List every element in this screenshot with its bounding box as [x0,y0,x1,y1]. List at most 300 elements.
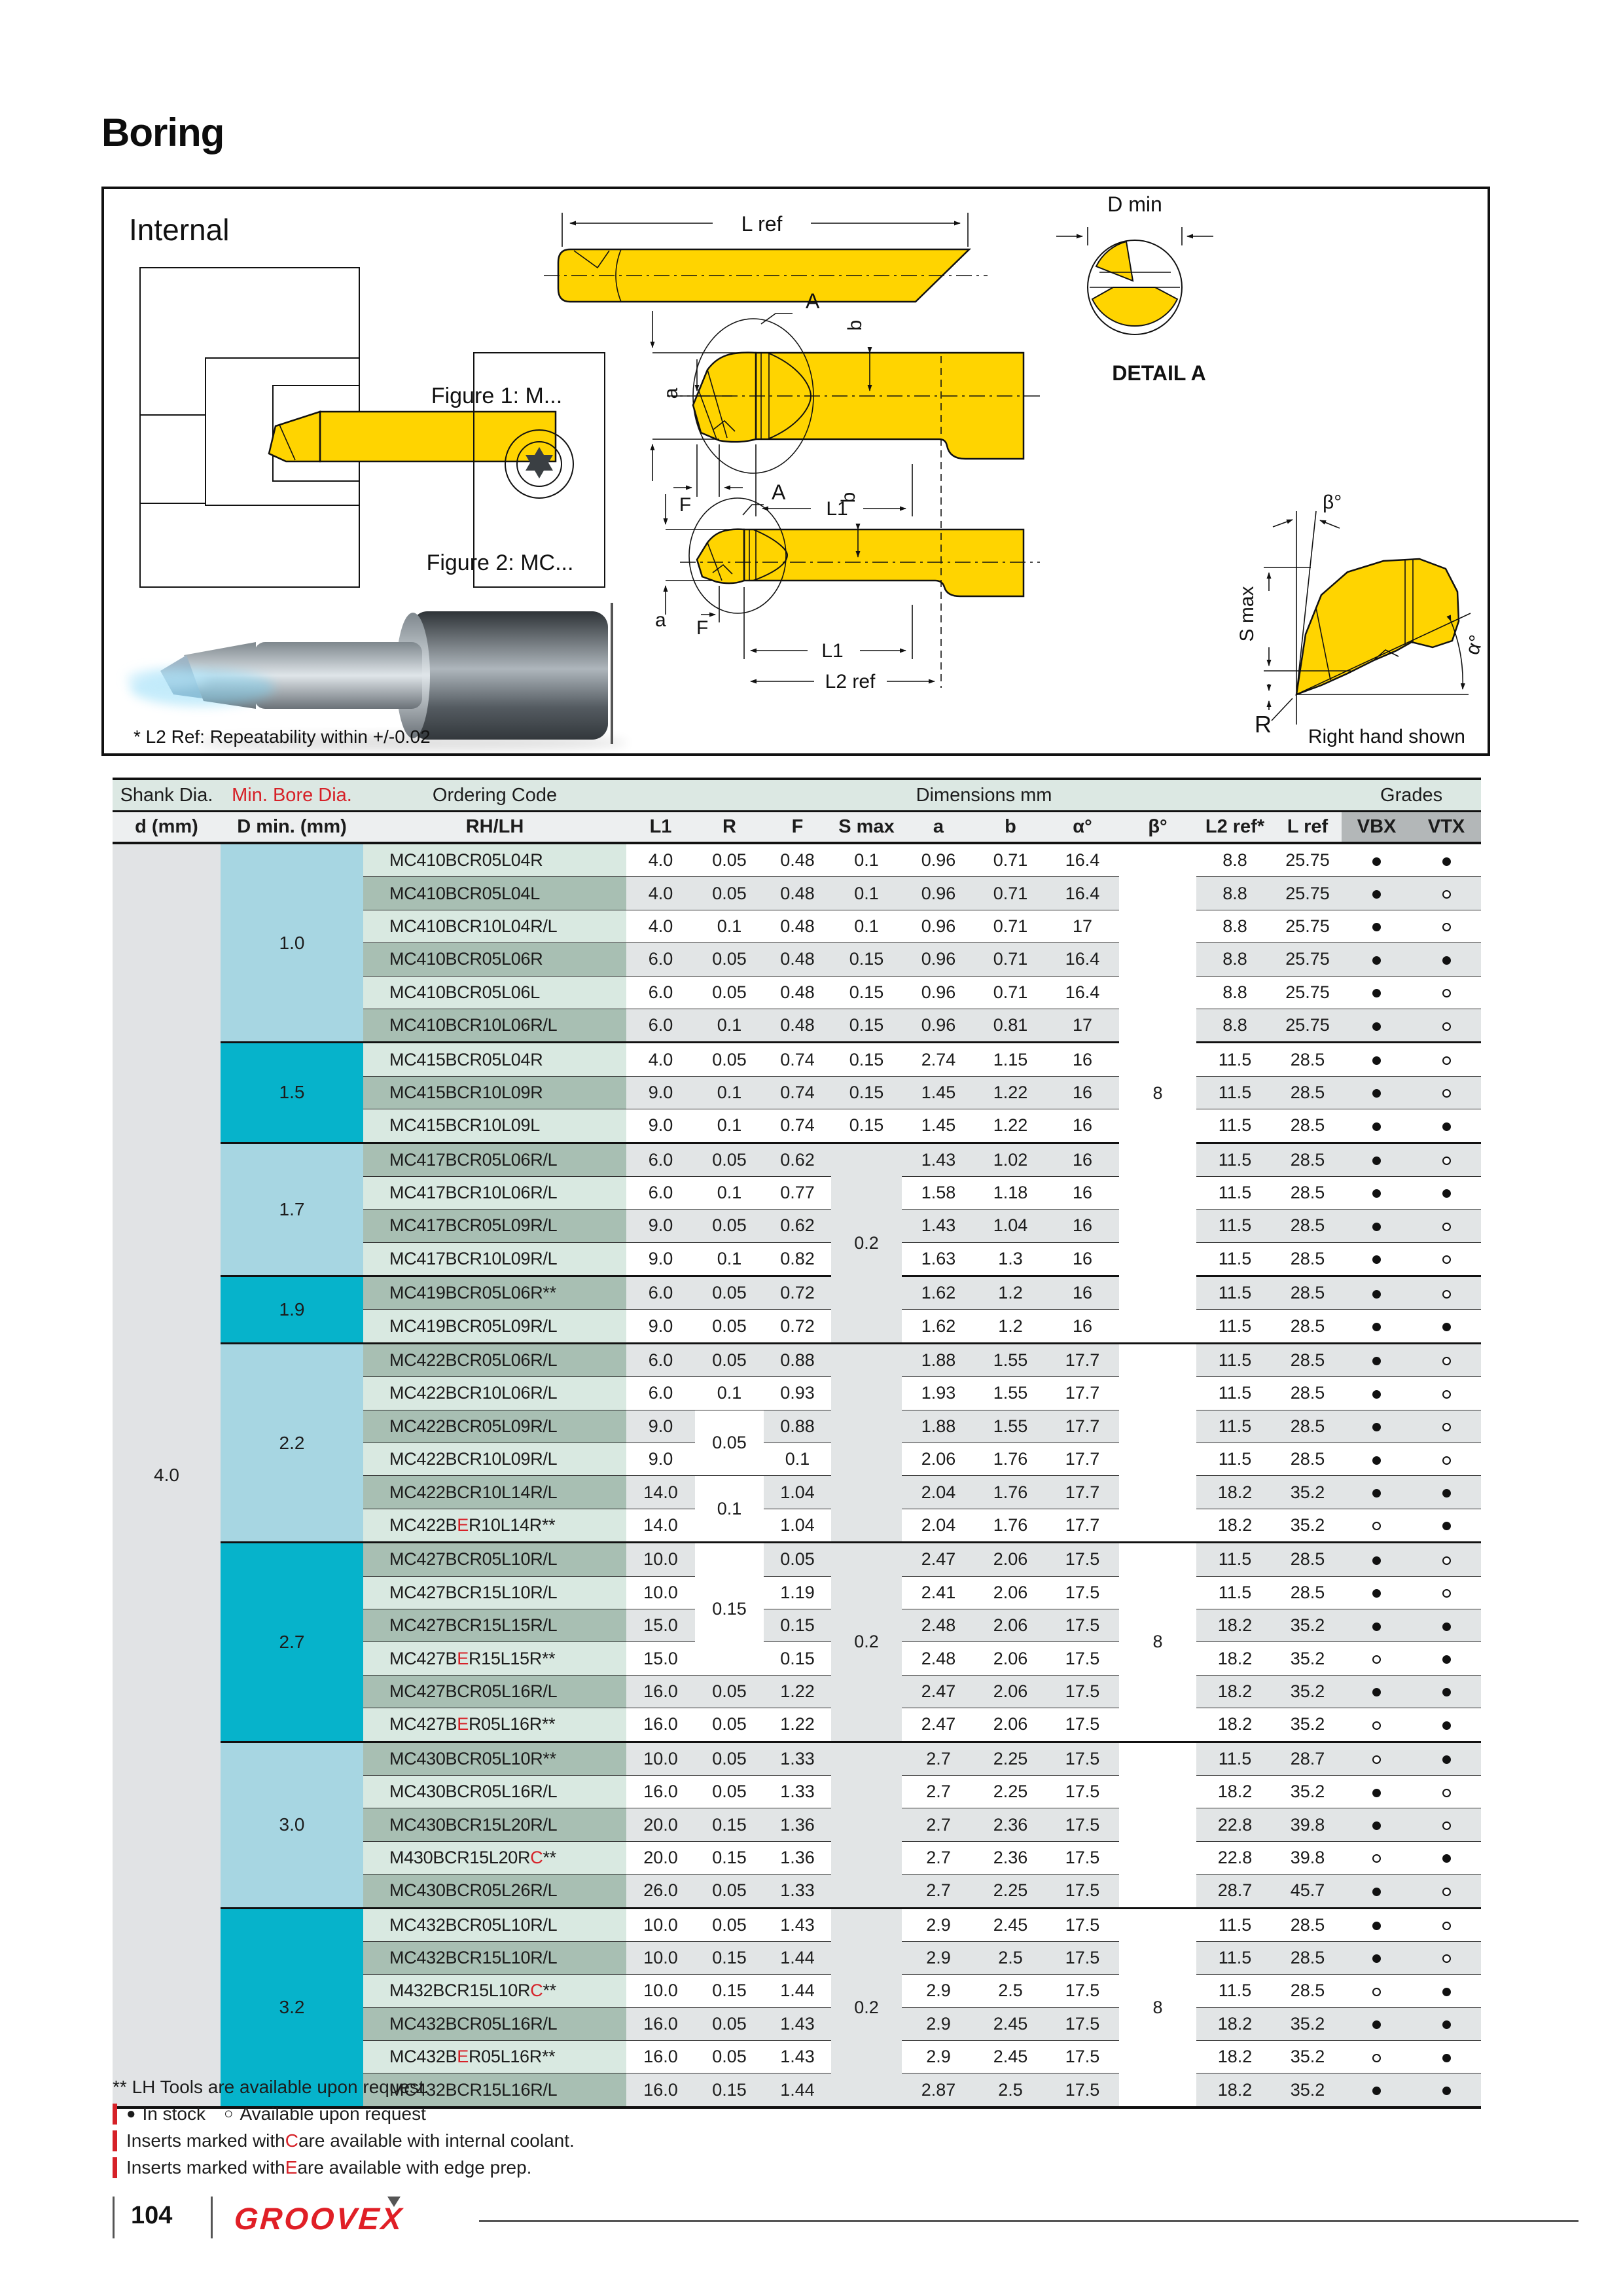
table-row [113,1143,1481,1176]
cell-smax: 0.1 [831,843,902,877]
cell-l1: 4.0 [626,877,695,910]
cell-lref: 28.5 [1274,1242,1342,1276]
cell-l2ref: 11.5 [1196,1210,1274,1242]
cell-f: 1.44 [764,2073,831,2108]
footnotes [113,2073,575,2181]
cell-f: 1.43 [764,2041,831,2073]
cell-lref: 35.2 [1274,2073,1342,2108]
cell-l2ref: 11.5 [1196,1176,1274,1209]
grade-vbx [1342,1742,1412,1775]
cell-b: 1.2 [975,1276,1046,1310]
filled-dot-icon [1372,1623,1381,1631]
cell-f: 1.33 [764,1742,831,1775]
cell-f: 0.74 [764,1043,831,1076]
smax-label: S max [1236,586,1258,642]
lref-label: L ref [741,212,783,236]
grade-vbx [1342,1941,1412,1974]
cell-f: 0.48 [764,976,831,1009]
cell-f: 0.74 [764,1109,831,1143]
cell-l1: 26.0 [626,1874,695,1908]
cell-a: 1.62 [902,1310,975,1343]
ordering-code: MC410BCR05L04R [363,843,626,877]
open-dot-icon [1442,923,1451,931]
cell-l2ref: 18.2 [1196,1609,1274,1641]
col-dimensions: Dimensions mm [626,779,1342,812]
detail-a-title: DETAIL A [1112,361,1206,385]
cell-a: 1.62 [902,1276,975,1310]
cell-f: 1.43 [764,1908,831,1941]
cell-r: 0.15 [695,1841,764,1874]
cell-alpha: 17.7 [1046,1343,1119,1376]
filled-dot-icon [1442,1988,1451,1996]
cell-f: 0.48 [764,910,831,942]
filled-dot-icon [1372,1223,1381,1231]
grade-vbx [1342,1675,1412,1708]
cell-lref: 25.75 [1274,910,1342,942]
cell-f: 1.22 [764,1675,831,1708]
cell-lref: 39.8 [1274,1808,1342,1841]
cell-alpha: 16 [1046,1310,1119,1343]
cell-a: 2.9 [902,1908,975,1941]
grade-vtx [1412,1076,1481,1109]
cell-b: 1.22 [975,1076,1046,1109]
cell-alpha: 17.7 [1046,1410,1119,1443]
cell-r: 0.05 [695,1276,764,1310]
cell-lref: 28.5 [1274,1576,1342,1609]
cell-l2ref: 22.8 [1196,1841,1274,1874]
cell-r: 0.05 [695,1908,764,1941]
footnote-stock-legend: ● In stock ○ Available upon request [113,2100,575,2127]
cell-f: 1.43 [764,2007,831,2040]
open-dot-icon [1442,1456,1451,1465]
cell-lref: 25.75 [1274,877,1342,910]
table-row [113,843,1481,877]
cell-b: 2.5 [975,1941,1046,1974]
cell-alpha: 17.5 [1046,1975,1119,2007]
cell-r: 0.1 [695,1109,764,1143]
cell-l1: 6.0 [626,1143,695,1176]
cell-l2ref: 8.8 [1196,976,1274,1009]
cell-alpha: 17.5 [1046,2007,1119,2040]
header-row-1 [113,779,1481,812]
grade-vbx [1342,1808,1412,1841]
cell-f: 0.15 [764,1642,831,1675]
cell-beta: 8 [1119,1908,1196,2108]
cell-l1: 16.0 [626,1775,695,1808]
cell-r: 0.05 [695,976,764,1009]
cell-r: 0.05 [695,2041,764,2073]
cell-l2ref: 8.8 [1196,877,1274,910]
cell-b: 2.06 [975,1576,1046,1609]
min-bore-dia-cell: 3.0 [221,1742,363,1908]
filled-dot-icon [1442,1189,1451,1198]
cell-a: 2.06 [902,1443,975,1476]
cell-a: 2.04 [902,1476,975,1509]
cell-b: 2.45 [975,2007,1046,2040]
cell-f: 0.48 [764,1009,831,1042]
open-dot-icon [1442,1290,1451,1299]
cell-alpha: 16 [1046,1176,1119,1209]
cell-a: 1.58 [902,1176,975,1209]
cell-b: 1.18 [975,1176,1046,1209]
cell-r: 0.05 [695,1410,764,1476]
grade-vtx [1412,843,1481,877]
cell-lref: 28.5 [1274,1210,1342,1242]
grade-vbx [1342,1242,1412,1276]
open-dot-icon [1372,1854,1381,1863]
grade-vbx [1342,1310,1412,1343]
grade-vtx [1412,2073,1481,2108]
filled-dot-icon: ● [126,2104,136,2123]
cell-l2ref: 18.2 [1196,1675,1274,1708]
cell-b: 1.76 [975,1509,1046,1542]
cell-lref: 28.5 [1274,1109,1342,1143]
open-dot-icon [1442,1056,1451,1065]
cell-l2ref: 18.2 [1196,1642,1274,1675]
col-r: R [695,812,764,844]
cell-lref: 35.2 [1274,2041,1342,2073]
cell-r: 0.05 [695,1310,764,1343]
cell-alpha: 16 [1046,1210,1119,1242]
ordering-code: M430BCR15L20RC** [363,1841,626,1874]
cell-l1: 9.0 [626,1310,695,1343]
ordering-code: MC417BCR10L06R/L [363,1176,626,1209]
cell-f: 1.04 [764,1509,831,1542]
cell-f: 1.36 [764,1808,831,1841]
grade-vtx [1412,1543,1481,1576]
cell-lref: 28.5 [1274,1410,1342,1443]
cell-alpha: 17 [1046,1009,1119,1042]
cell-smax: 0.1 [831,877,902,910]
cell-alpha: 17.7 [1046,1377,1119,1410]
cell-f: 1.04 [764,1476,831,1509]
cell-alpha: 17.5 [1046,1841,1119,1874]
grade-vtx [1412,943,1481,976]
grade-vtx [1412,1310,1481,1343]
cell-smax: 0.2 [831,1143,902,1343]
cell-r: 0.1 [695,910,764,942]
open-dot-icon [1442,890,1451,899]
cell-a: 2.7 [902,1775,975,1808]
cell-b: 2.25 [975,1742,1046,1775]
grade-vbx [1342,1043,1412,1076]
ordering-code: MC410BCR10L06R/L [363,1009,626,1042]
cell-a: 0.96 [902,843,975,877]
grade-vbx [1342,1476,1412,1509]
dim-l2ref-2-label: L2 ref [825,671,876,692]
filled-dot-icon [1442,1122,1451,1131]
filled-dot-icon [1372,1789,1381,1797]
grade-vtx [1412,1443,1481,1476]
cell-l1: 6.0 [626,1377,695,1410]
cell-l1: 16.0 [626,1675,695,1708]
grade-vtx [1412,1476,1481,1509]
ordering-code: MC427BCR15L15R/L [363,1609,626,1641]
cell-a: 1.88 [902,1343,975,1376]
cell-b: 2.06 [975,1543,1046,1576]
cell-l1: 10.0 [626,1543,695,1576]
cell-b: 0.71 [975,910,1046,942]
grade-vtx [1412,1509,1481,1542]
filled-dot-icon [1442,2087,1451,2095]
filled-dot-icon [1372,1323,1381,1331]
cell-f: 0.82 [764,1242,831,1276]
cell-r: 0.05 [695,1675,764,1708]
cell-b: 2.36 [975,1808,1046,1841]
cell-lref: 28.5 [1274,1543,1342,1576]
grade-vbx [1342,877,1412,910]
cell-l1: 16.0 [626,2073,695,2108]
cell-alpha: 17.5 [1046,2041,1119,2073]
cell-a: 1.93 [902,1377,975,1410]
filled-dot-icon [1372,1122,1381,1131]
cell-b: 0.71 [975,943,1046,976]
cell-f: 1.22 [764,1708,831,1742]
open-dot-icon [1442,1821,1451,1830]
cell-smax: 0.2 [831,1908,902,2108]
grade-vtx [1412,1841,1481,1874]
cell-lref: 28.5 [1274,1908,1342,1941]
cell-alpha: 17.5 [1046,1576,1119,1609]
filled-dot-icon [1372,1290,1381,1299]
cell-f: 0.77 [764,1176,831,1209]
grade-vtx [1412,877,1481,910]
cell-l1: 16.0 [626,1708,695,1742]
min-bore-dia-cell: 1.7 [221,1143,363,1276]
col-d-mm: d (mm) [113,812,221,844]
table-row [113,1276,1481,1310]
cell-a: 0.96 [902,910,975,942]
open-dot-icon [1442,1556,1451,1565]
cell-l1: 16.0 [626,2041,695,2073]
cell-r: 0.05 [695,1143,764,1176]
col-b: b [975,812,1046,844]
cell-l2ref: 18.2 [1196,2007,1274,2040]
cell-alpha: 16 [1046,1276,1119,1310]
cell-l2ref: 11.5 [1196,1043,1274,1076]
grade-vbx [1342,1343,1412,1376]
min-bore-dia-cell: 3.2 [221,1908,363,2108]
cell-alpha: 16 [1046,1143,1119,1176]
cell-smax: 0.15 [831,1076,902,1109]
red-bar-icon [113,2157,117,2178]
cell-l1: 6.0 [626,976,695,1009]
open-dot-icon [1442,1223,1451,1231]
cell-r: 0.05 [695,943,764,976]
ordering-code: MC432BER05L16R** [363,2041,626,2073]
cell-l1: 4.0 [626,843,695,877]
cell-l2ref: 11.5 [1196,1377,1274,1410]
open-dot-icon [1442,1357,1451,1365]
cell-alpha: 17.5 [1046,1609,1119,1641]
grade-vbx [1342,1509,1412,1542]
footnote-coolant: Inserts marked with C are available with internal coolant. [113,2127,575,2154]
grade-vbx [1342,910,1412,942]
cell-l1: 9.0 [626,1109,695,1143]
cell-alpha: 17.5 [1046,1675,1119,1708]
grade-vbx [1342,943,1412,976]
ordering-code: MC410BCR10L04R/L [363,910,626,942]
open-dot-icon [1442,1789,1451,1797]
cell-b: 2.5 [975,1975,1046,2007]
cell-a: 2.87 [902,2073,975,2108]
detail-a-callout-2: A [772,480,786,504]
grade-vbx [1342,1708,1412,1742]
ordering-code: MC415BCR10L09L [363,1109,626,1143]
grade-vtx [1412,1242,1481,1276]
cell-r: 0.05 [695,1343,764,1376]
grade-vbx [1342,1975,1412,2007]
ordering-code: MC432BCR05L16R/L [363,2007,626,2040]
col-rhlh: RH/LH [363,812,626,844]
grade-vbx [1342,1276,1412,1310]
cell-b: 2.25 [975,1874,1046,1908]
filled-dot-icon [1372,1688,1381,1696]
grade-vtx [1412,1775,1481,1808]
cell-l2ref: 11.5 [1196,1975,1274,2007]
cell-l1: 14.0 [626,1476,695,1509]
cell-b: 2.45 [975,2041,1046,2073]
grade-vbx [1342,1210,1412,1242]
cell-f: 0.48 [764,843,831,877]
grade-vbx [1342,1543,1412,1576]
col-dmin-mm: D min. (mm) [221,812,363,844]
ordering-code: MC422BCR10L06R/L [363,1377,626,1410]
cell-l1: 20.0 [626,1841,695,1874]
cell-r: 0.15 [695,2073,764,2108]
cell-beta [1119,1343,1196,1542]
cell-b: 1.02 [975,1143,1046,1176]
cell-r: 0.1 [695,1476,764,1543]
dim-f-label: F [679,494,692,516]
cell-l1: 9.0 [626,1242,695,1276]
cell-l1: 10.0 [626,1975,695,2007]
grade-vtx [1412,1276,1481,1310]
ordering-code: MC430BCR05L26R/L [363,1874,626,1908]
cell-a: 2.47 [902,1543,975,1576]
col-smax: S max [831,812,902,844]
open-dot-icon [1372,1721,1381,1730]
ordering-code: MC432BCR15L16R/L [363,2073,626,2108]
cell-f: 1.19 [764,1576,831,1609]
cell-a: 0.96 [902,943,975,976]
cell-alpha: 17.7 [1046,1509,1119,1542]
filled-dot-icon [1442,1522,1451,1530]
filled-dot-icon [1442,1623,1451,1631]
cell-l1: 4.0 [626,1043,695,1076]
cell-l2ref: 18.2 [1196,1708,1274,1742]
cell-a: 2.7 [902,1808,975,1841]
cell-r: 0.1 [695,1009,764,1042]
cell-r: 0.15 [695,1975,764,2007]
grade-vtx [1412,1343,1481,1376]
cell-f: 0.74 [764,1076,831,1109]
cell-b: 1.76 [975,1476,1046,1509]
ordering-code: MC422BER10L14R** [363,1509,626,1542]
logo-triangle-icon [387,2197,401,2207]
cell-b: 1.55 [975,1410,1046,1443]
cell-l2ref: 28.7 [1196,1874,1274,1908]
alpha-label: α° [1461,632,1488,658]
grade-vbx [1342,1009,1412,1042]
filled-dot-icon [1372,2020,1381,2029]
cell-f: 0.15 [764,1609,831,1641]
cell-l1: 10.0 [626,1941,695,1974]
filled-dot-icon [1372,1821,1381,1830]
cell-r: 0.05 [695,1742,764,1775]
cell-r: 0.1 [695,1242,764,1276]
col-shank-dia: Shank Dia. [113,779,221,812]
cell-b: 2.06 [975,1675,1046,1708]
table-row [113,1742,1481,1775]
cell-a: 2.9 [902,1941,975,1974]
cell-alpha: 17.5 [1046,1775,1119,1808]
cell-f: 0.88 [764,1343,831,1376]
cell-l2ref: 8.8 [1196,910,1274,942]
cell-b: 1.15 [975,1043,1046,1076]
cell-smax: 0.15 [831,976,902,1009]
cell-alpha: 16.4 [1046,943,1119,976]
open-dot-icon [1442,1423,1451,1431]
cell-b: 1.55 [975,1343,1046,1376]
cell-l2ref: 18.2 [1196,2041,1274,2073]
filled-dot-icon [1372,1157,1381,1165]
grade-vtx [1412,976,1481,1009]
open-dot-icon [1442,1954,1451,1963]
cell-alpha: 17.5 [1046,2073,1119,2108]
grade-vbx [1342,843,1412,877]
cell-b: 1.04 [975,1210,1046,1242]
filled-dot-icon [1372,1056,1381,1065]
cell-f: 0.62 [764,1143,831,1176]
cell-l2ref: 11.5 [1196,1310,1274,1343]
cell-l2ref: 11.5 [1196,1742,1274,1775]
grade-vtx [1412,1642,1481,1675]
cell-a: 2.48 [902,1609,975,1641]
cell-b: 1.22 [975,1109,1046,1143]
cross-section-illustration [140,268,605,587]
filled-dot-icon [1442,2020,1451,2029]
col-lref: L ref [1274,812,1342,844]
col-a: a [902,812,975,844]
cell-l2ref: 11.5 [1196,1941,1274,1974]
page-number: 104 [131,2202,173,2229]
cell-l2ref: 11.5 [1196,1443,1274,1476]
ordering-code: MC422BCR10L09R/L [363,1443,626,1476]
grade-vbx [1342,1775,1412,1808]
cell-alpha: 17.5 [1046,1808,1119,1841]
cell-a: 0.96 [902,976,975,1009]
cell-l1: 9.0 [626,1076,695,1109]
grade-vtx [1412,1808,1481,1841]
filled-dot-icon [1372,890,1381,899]
cell-a: 0.96 [902,877,975,910]
table-row [113,1543,1481,1576]
cell-l1: 9.0 [626,1410,695,1443]
ordering-code: MC427BER05L16R** [363,1708,626,1742]
cell-a: 1.43 [902,1143,975,1176]
open-dot-icon [1372,2054,1381,2062]
cell-l2ref: 11.5 [1196,1143,1274,1176]
min-bore-dia-cell: 1.5 [221,1043,363,1143]
ordering-code: MC422BCR10L14R/L [363,1476,626,1509]
cell-lref: 28.5 [1274,1176,1342,1209]
cell-f: 0.88 [764,1410,831,1443]
filled-dot-icon [1372,857,1381,866]
cell-b: 0.71 [975,877,1046,910]
grade-vtx [1412,1109,1481,1143]
cell-l2ref: 11.5 [1196,1410,1274,1443]
